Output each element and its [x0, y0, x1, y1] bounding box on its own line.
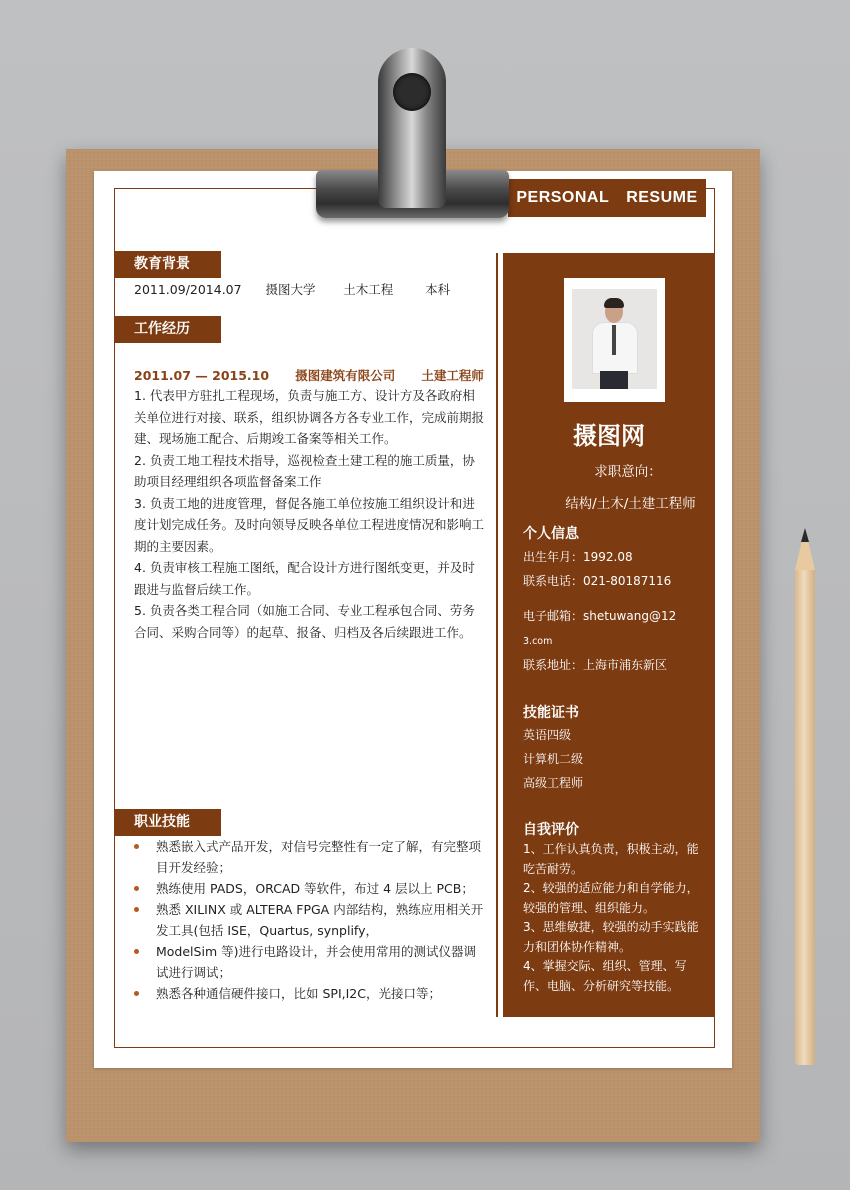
bullet-icon: [134, 907, 139, 912]
email-line-2: 3.com: [523, 636, 553, 647]
photo-person-hair: [604, 298, 624, 308]
education-row: [134, 280, 450, 298]
skill-item: [134, 878, 488, 899]
education-major: 土木工程: [343, 282, 394, 297]
certificate-item: 计算机二级: [523, 752, 584, 766]
bullet-icon: [134, 949, 139, 954]
education-period: 2011.09/2014.07: [134, 282, 242, 297]
job-duty-item: 1. 代表甲方驻扎工程现场，负责与施工方、设计方及各政府相关单位进行对接、联系，组织协调各方各专业工作，完成前期报建、现场施工配合、后期竣工备案等相关工作。: [134, 388, 485, 446]
certificates-title: 技能证书: [523, 705, 579, 721]
skill-text: 熟练使用 PADS，ORCAD 等软件，布过 4 层以上 PCB；: [156, 881, 474, 896]
skill-item: [134, 983, 488, 1004]
bullet-icon: [134, 886, 139, 891]
education-degree: 本科: [425, 282, 451, 297]
skill-text: ModelSim 等)进行电路设计，并会使用常用的测试仪器调试进行调试；: [156, 944, 476, 980]
job-header: [134, 366, 484, 384]
banner-word-resume: RESUME: [626, 189, 698, 206]
skill-item: [134, 836, 488, 878]
skill-text: 熟悉各种通信硬件接口，比如 SPI,I2C，光接口等；: [156, 986, 441, 1001]
job-duty-item: 4. 负责审核工程施工图纸，配合设计方进行图纸变更，并及时跟进与监督后续工作。: [134, 560, 475, 597]
photo-person-legs: [600, 371, 628, 389]
certificate-item: 英语四级: [523, 728, 572, 742]
banner-word-personal: PERSONAL: [516, 189, 610, 206]
skills-title: 职业技能: [114, 809, 221, 836]
skill-item: [134, 899, 488, 941]
job-duties: [134, 385, 484, 643]
column-divider: [496, 253, 498, 1017]
profile-photo: [572, 289, 657, 389]
personal-info-title: 个人信息: [523, 526, 579, 542]
binder-clip-lever: [378, 48, 446, 208]
resume-banner: [508, 179, 706, 217]
evaluation-item: 4、掌握交际、组织、管理、写作、电脑、分析研究等技能。: [523, 959, 687, 993]
email-line-1: 电子邮箱：shetuwang@12: [523, 609, 677, 623]
skill-item: [134, 941, 488, 983]
job-position: 土建工程师: [421, 368, 484, 383]
skill-text: 熟悉嵌入式产品开发，对信号完整性有一定了解，有完整项目开发经验；: [156, 839, 482, 875]
self-evaluation-title: 自我评价: [523, 822, 579, 838]
skills-list: [134, 836, 488, 1004]
education-title: 教育背景: [114, 251, 221, 278]
bullet-icon: [134, 991, 139, 996]
evaluation-item: 1、工作认真负责，积极主动，能吃苦耐劳。: [523, 842, 699, 876]
candidate-name: 摄图网: [573, 422, 645, 450]
intent-value: 结构/土木/土建工程师: [565, 496, 696, 512]
evaluation-item: 3、思维敏捷，较强的动手实践能力和团体协作精神。: [523, 920, 699, 954]
job-duty-item: 2. 负责工地工程技术指导，巡视检查土建工程的施工质量，协助项目经理组织各项监督备案工作: [134, 452, 475, 489]
pencil-lead: [801, 528, 809, 542]
intent-label: 求职意向：: [594, 464, 662, 480]
job-period: 2011.07 — 2015.10: [134, 368, 270, 383]
job-company: 摄图建筑有限公司: [295, 368, 396, 383]
education-school: 摄图大学: [265, 282, 316, 297]
job-duty-item: 3. 负责工地的进度管理，督促各施工单位按施工组织设计和进度计划完成任务。及时向领导反映各单位工程进度情况和影响工期的主要因素。: [134, 495, 485, 554]
photo-person-tie: [612, 325, 616, 355]
birth-date: 出生年月：1992.08: [523, 550, 633, 564]
skill-text: 熟悉 XILINX 或 ALTERA FPGA 内部结构，熟练应用相关开发工具(包括 ISE，Quartus, synplify，: [156, 902, 484, 938]
experience-title: 工作经历: [114, 316, 221, 343]
bullet-icon: [134, 844, 139, 849]
job-duty-item: 5. 负责各类工程合同（如施工合同、专业工程承包合同、劳务合同、采购合同等）的起草、报备、归档及各后续跟进工作。: [134, 603, 475, 640]
binder-clip-ring: [393, 73, 431, 111]
evaluation-item: 2、较强的适应能力和自学能力，较强的管理、组织能力。: [523, 881, 699, 915]
self-evaluation-list: [523, 840, 703, 996]
pencil: [795, 570, 815, 1065]
address: 联系地址：上海市浦东新区: [523, 658, 668, 672]
phone-number: 联系电话：021-80187116: [523, 574, 672, 588]
certificate-item: 高级工程师: [523, 776, 584, 790]
